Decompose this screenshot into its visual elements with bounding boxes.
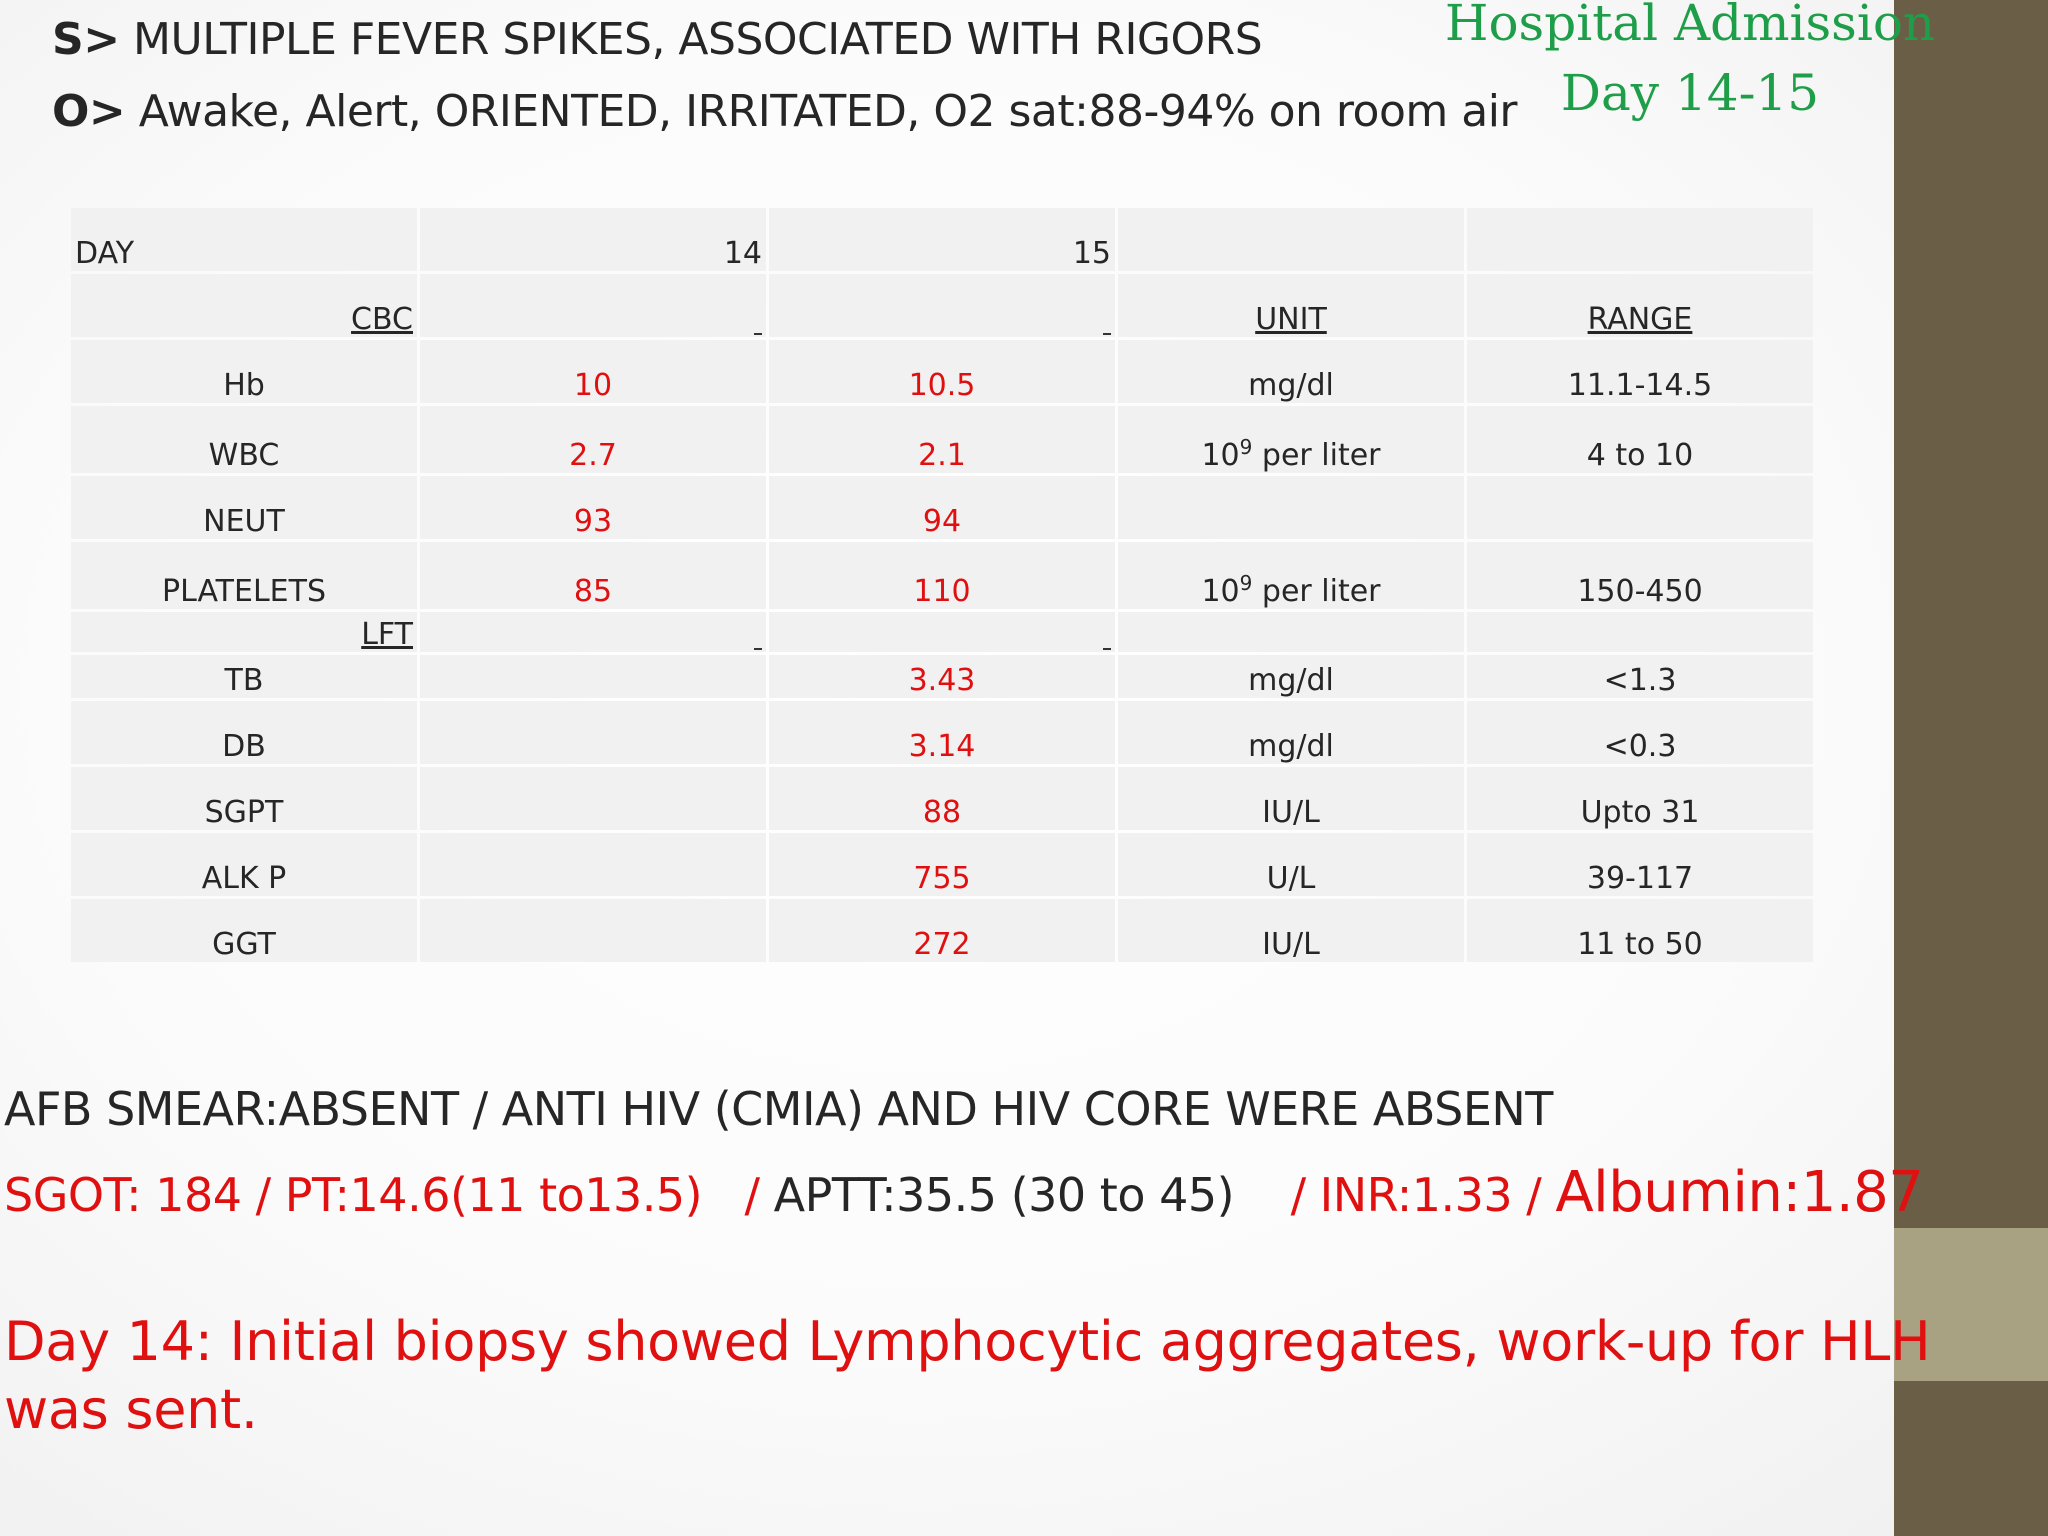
day15-value: 2.1 <box>769 406 1115 473</box>
range-header: RANGE <box>1587 302 1693 337</box>
dash-mark <box>1103 332 1111 335</box>
coag-line <box>4 1160 1923 1225</box>
table-row <box>71 833 1813 896</box>
lab-results-table <box>68 205 1816 965</box>
day15-value: 88 <box>769 767 1115 830</box>
unit-exponent: 9 <box>1239 571 1253 595</box>
unit-base: 10 <box>1201 574 1240 609</box>
table-row <box>71 340 1813 403</box>
unit-value: mg/dl <box>1118 701 1464 764</box>
unit-rest: per liter <box>1252 438 1381 473</box>
subjective-text: MULTIPLE FEVER SPIKES, ASSOCIATED WITH RIGORS <box>119 14 1263 65</box>
table-row <box>71 701 1813 764</box>
day14-header: 14 <box>420 208 766 271</box>
range-value: 11.1-14.5 <box>1467 340 1813 403</box>
day14-value: 85 <box>420 542 766 609</box>
day15-value: 755 <box>769 833 1115 896</box>
dash-cell <box>769 274 1115 337</box>
inr-text: / INR:1.33 / <box>1234 1168 1556 1222</box>
test-name: DB <box>71 701 417 764</box>
table-row <box>71 476 1813 539</box>
unit-value <box>1118 406 1464 473</box>
empty-cell <box>1118 208 1464 271</box>
day15-value: 10.5 <box>769 340 1115 403</box>
slide-sidebar <box>1894 0 2048 1536</box>
dash-mark <box>754 332 762 335</box>
range-value: 39-117 <box>1467 833 1813 896</box>
range-value: 4 to 10 <box>1467 406 1813 473</box>
range-value: <0.3 <box>1467 701 1813 764</box>
dash-mark <box>754 647 762 650</box>
title-line-1: Hospital Admission <box>1444 0 1936 52</box>
unit-value: IU/L <box>1118 767 1464 830</box>
unit-value <box>1118 476 1464 539</box>
objective-line <box>52 86 1517 137</box>
day15-value: 272 <box>769 899 1115 962</box>
test-name: WBC <box>71 406 417 473</box>
table-row-cbc-header <box>71 274 1813 337</box>
lft-section-label <box>71 612 417 652</box>
objective-tag: O> <box>52 86 126 137</box>
sgot-pt-text: SGOT: 184 / PT:14.6(11 to13.5) / <box>4 1168 774 1222</box>
subjective-tag: S> <box>52 14 120 65</box>
day-label: DAY <box>71 208 417 271</box>
empty-cell <box>1118 612 1464 652</box>
day14-value: 2.7 <box>420 406 766 473</box>
range-header-cell <box>1467 274 1813 337</box>
table-row-day <box>71 208 1813 271</box>
unit-value <box>1118 542 1464 609</box>
empty-cell <box>1467 612 1813 652</box>
unit-value: mg/dl <box>1118 655 1464 698</box>
day15-value: 3.14 <box>769 701 1115 764</box>
day14-value <box>420 701 766 764</box>
range-value: 11 to 50 <box>1467 899 1813 962</box>
test-name: SGPT <box>71 767 417 830</box>
day15-value: 94 <box>769 476 1115 539</box>
biopsy-note: Day 14: Initial biopsy showed Lymphocytic aggregates, work-up for HLH was sent. <box>4 1310 1931 1441</box>
dash-cell <box>769 612 1115 652</box>
unit-exponent: 9 <box>1239 435 1253 459</box>
test-name: NEUT <box>71 476 417 539</box>
dash-cell <box>420 612 766 652</box>
slide-title <box>1420 0 1960 128</box>
title-line-2: Day 14-15 <box>1560 64 1820 122</box>
range-value: <1.3 <box>1467 655 1813 698</box>
unit-base: 10 <box>1201 438 1240 473</box>
test-name: TB <box>71 655 417 698</box>
range-value: 150-450 <box>1467 542 1813 609</box>
aptt-text: APTT:35.5 (30 to 45) <box>773 1168 1235 1222</box>
day15-value: 3.43 <box>769 655 1115 698</box>
day14-value <box>420 899 766 962</box>
day14-value <box>420 655 766 698</box>
lft-label: LFT <box>361 617 413 652</box>
table-row <box>71 767 1813 830</box>
unit-header: UNIT <box>1255 302 1327 337</box>
day14-value: 10 <box>420 340 766 403</box>
afb-hiv-line: AFB SMEAR:ABSENT / ANTI HIV (CMIA) AND HIV CORE WERE ABSENT <box>4 1082 1553 1136</box>
table-row-lft-header <box>71 612 1813 652</box>
cbc-section-label <box>71 274 417 337</box>
dash-mark <box>1103 647 1111 650</box>
day15-header: 15 <box>769 208 1115 271</box>
day14-value <box>420 833 766 896</box>
empty-cell <box>1467 208 1813 271</box>
unit-value: mg/dl <box>1118 340 1464 403</box>
test-name: ALK P <box>71 833 417 896</box>
subjective-line <box>52 14 1262 65</box>
unit-rest: per liter <box>1252 574 1381 609</box>
range-value <box>1467 476 1813 539</box>
range-value: Upto 31 <box>1467 767 1813 830</box>
test-name: PLATELETS <box>71 542 417 609</box>
cbc-label: CBC <box>351 302 413 337</box>
albumin-text: Albumin:1.87 <box>1555 1160 1924 1225</box>
day15-value: 110 <box>769 542 1115 609</box>
table-row <box>71 899 1813 962</box>
test-name: Hb <box>71 340 417 403</box>
day14-value: 93 <box>420 476 766 539</box>
table-row <box>71 542 1813 609</box>
unit-value: IU/L <box>1118 899 1464 962</box>
table-row <box>71 406 1813 473</box>
objective-text: Awake, Alert, ORIENTED, IRRITATED, O2 sat:88-94% on room air <box>125 86 1518 137</box>
test-name: GGT <box>71 899 417 962</box>
dash-cell <box>420 274 766 337</box>
day14-value <box>420 767 766 830</box>
table-row <box>71 655 1813 698</box>
unit-value: U/L <box>1118 833 1464 896</box>
unit-header-cell <box>1118 274 1464 337</box>
